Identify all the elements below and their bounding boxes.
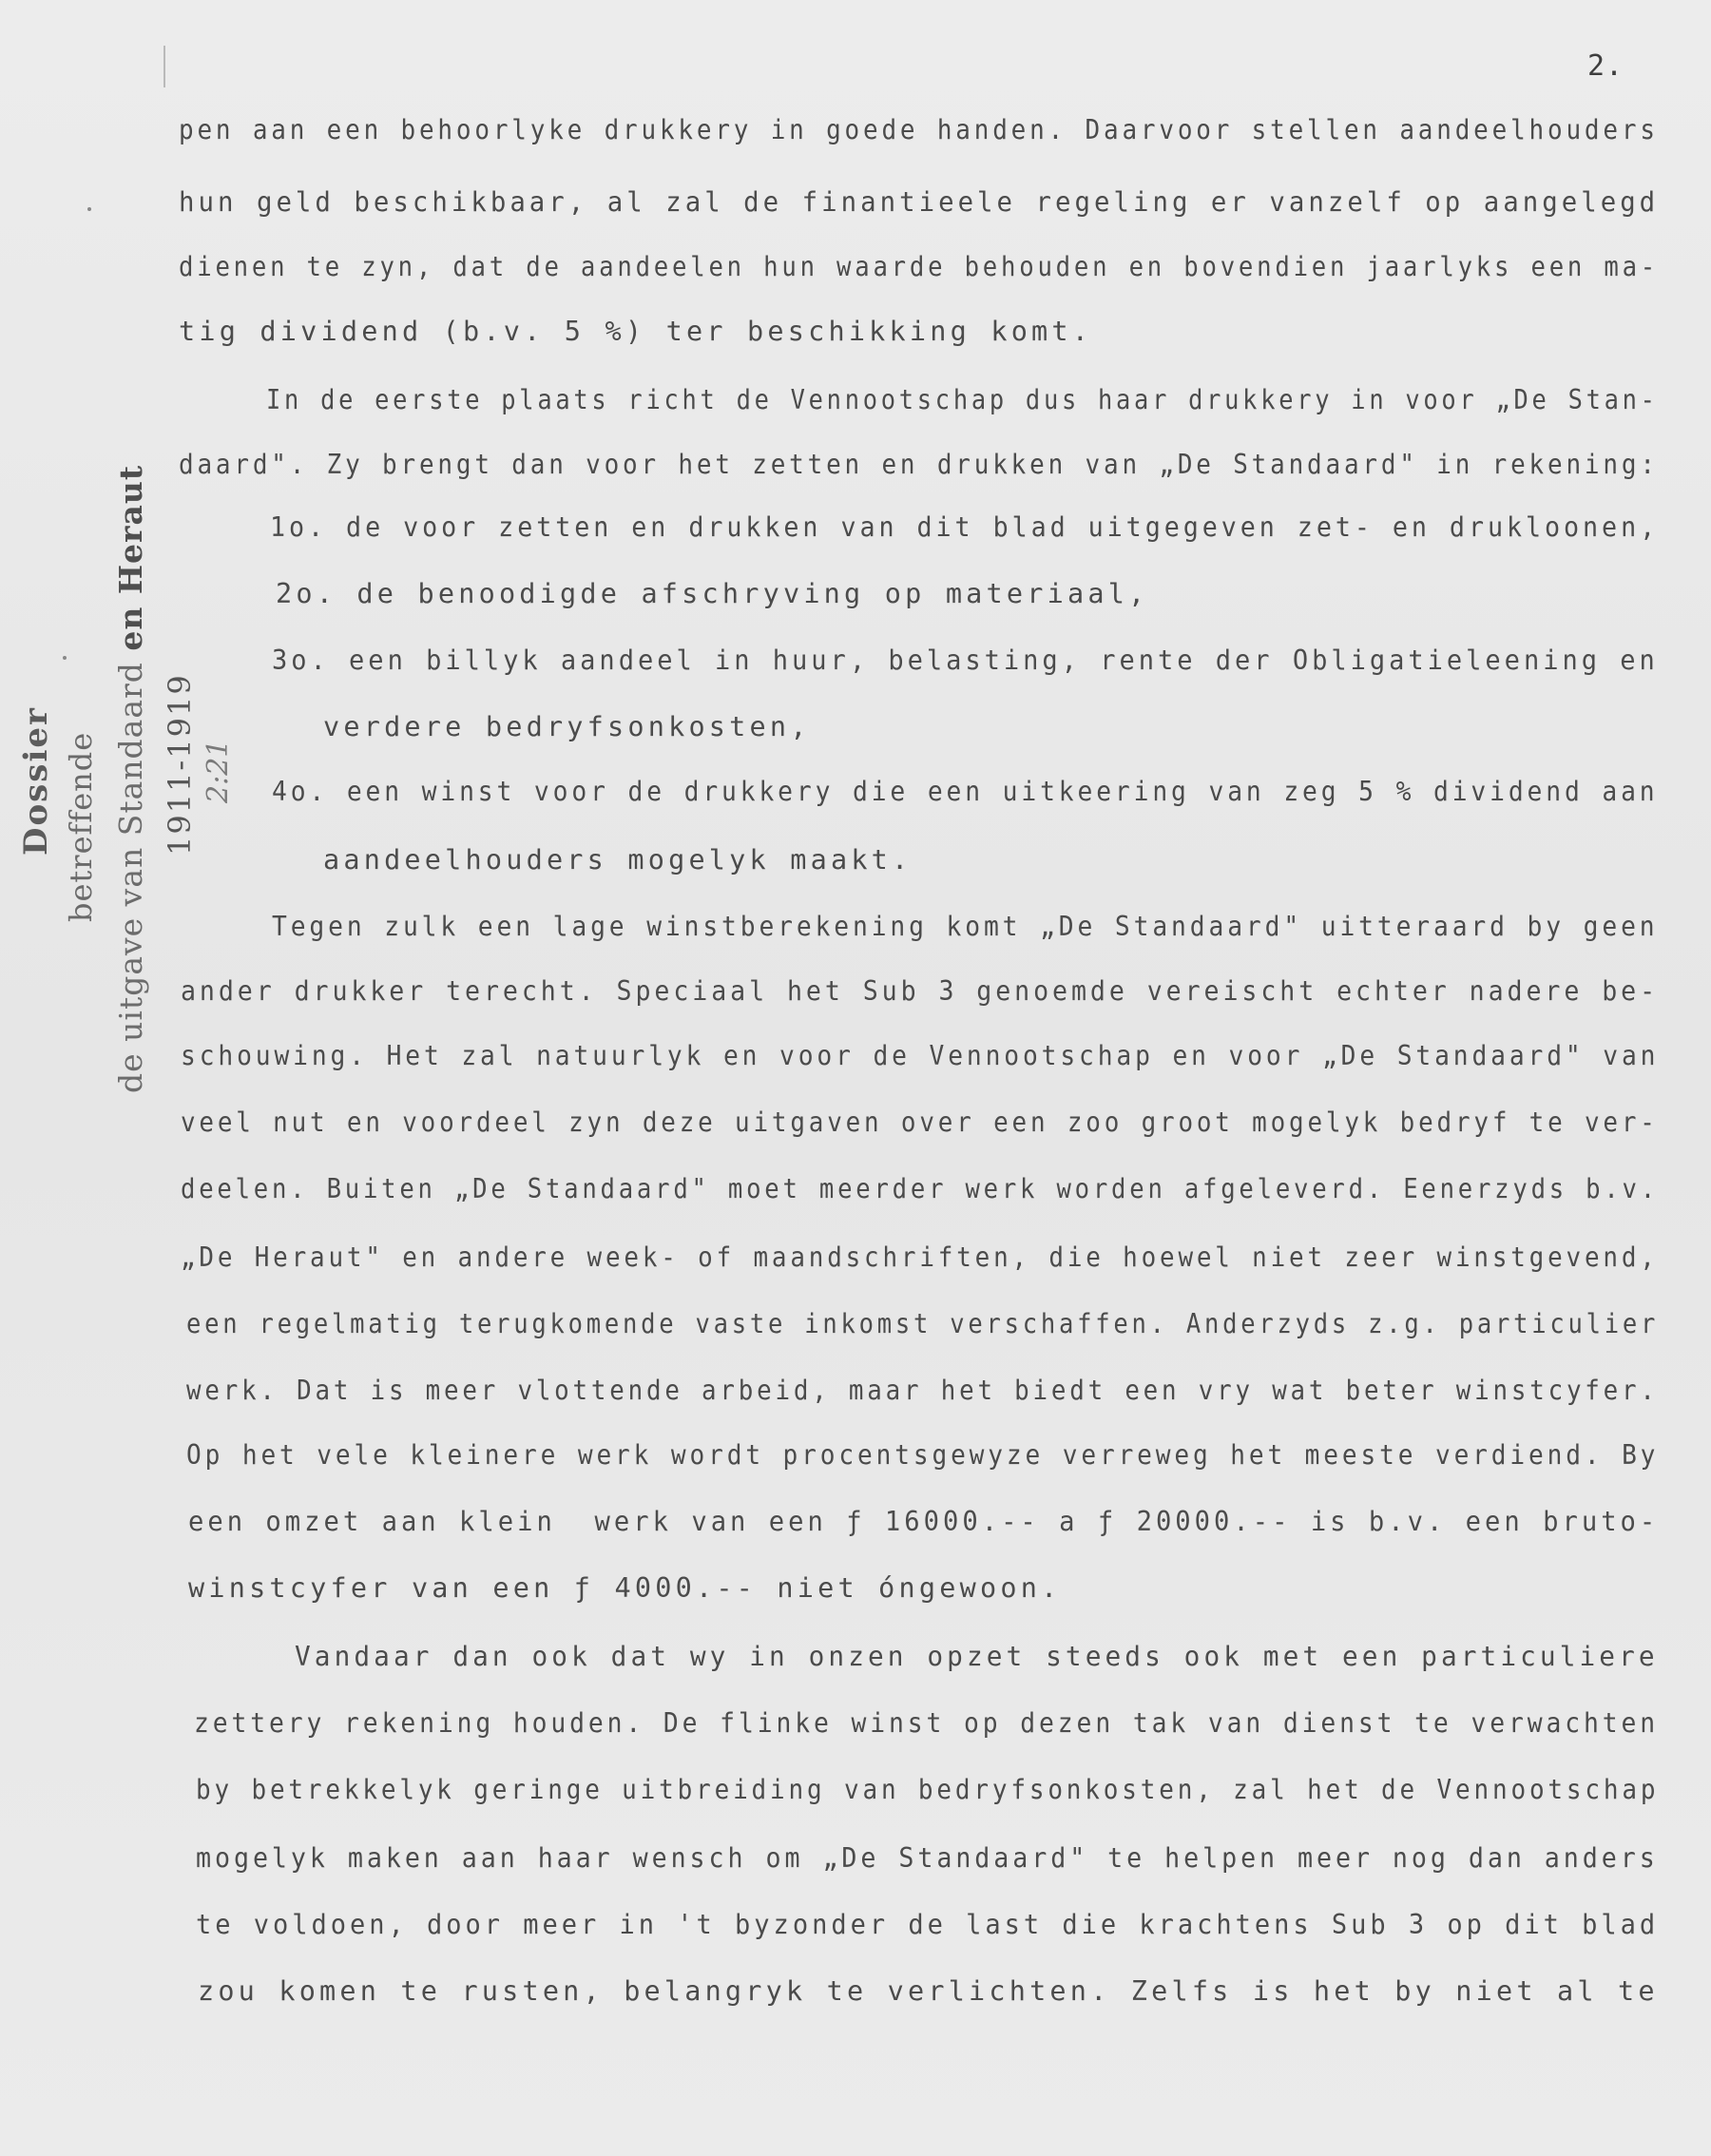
stamp-subject <box>112 465 149 1093</box>
text-line: een regelmatig terugkomende vaste inkomst verschaffen. Anderzyds z.g. particulier <box>186 1308 1660 1339</box>
text-line: mogelyk maken aan haar wensch om „De Standaard" te helpen meer nog dan anders <box>196 1842 1659 1874</box>
text-line: te voldoen, door meer in 't byzonder de last die krachtens Sub 3 op dit blad <box>196 1909 1660 1940</box>
text-line: werk. Dat is meer vlottende arbeid, maar het biedt een vry wat beter winstcyfer. <box>186 1375 1659 1406</box>
margin-mark <box>163 46 165 87</box>
text-line: pen aan een behoorlyke drukkery in goede handen. Daarvoor stellen aandeelhouders <box>179 114 1659 145</box>
stamp-title: Dossier <box>17 706 55 856</box>
text-line: dienen te zyn, dat de aandeelen hun waarde behouden en bovendien jaarlyks een ma- <box>179 251 1660 282</box>
text-line: Vandaar dan ook dat wy in onzen opzet steeds ook met een particuliere <box>295 1641 1659 1672</box>
stamp-subject-suffix: en Heraut <box>112 464 149 651</box>
list-item: 2o. de benoodigde afschryving op materiaal, <box>276 578 1149 609</box>
list-item-continuation: aandeelhouders mogelyk maakt. <box>323 844 913 876</box>
stamp-subtitle: betreffende <box>63 731 99 922</box>
text-line: deelen. Buiten „De Standaard" moet meerder werk worden afgeleverd. Eenerzyds b.v. <box>181 1173 1659 1204</box>
text-line: veel nut en voordeel zyn deze uitgaven over een zoo groot mogelyk bedryf te ver- <box>181 1107 1659 1138</box>
text-line: ander drukker terecht. Speciaal het Sub 3 genoemde vereischt echter nadere be- <box>181 975 1660 1007</box>
text-line: schouwing. Het zal natuurlyk en voor de Vennootschap en voor „De Standaard" van <box>181 1040 1660 1071</box>
stamp-handwritten-note: 2:21 <box>202 739 235 803</box>
text-line: In de eerste plaats richt de Vennootschap dus haar drukkery in voor „De Stan- <box>266 384 1659 415</box>
stamp-years: 1911-1919 <box>162 673 198 856</box>
text-line: „De Heraut" en andere week- of maandschriften, die hoewel niet zeer winstgevend, <box>181 1242 1659 1273</box>
text-line: Tegen zulk een lage winstberekening komt „De Standaard" uitteraard by geen <box>272 911 1659 942</box>
text-line: daard". Zy brengt dan voor het zetten en drukken van „De Standaard" in rekening: <box>179 449 1659 480</box>
list-item: 1o. de voor zetten en drukken van dit blad uitgegeven zet- en drukloonen, <box>270 511 1660 543</box>
margin-dot <box>63 656 67 660</box>
text-line: winstcyfer van een ƒ 4000.-- niet óngewoon. <box>188 1572 1062 1604</box>
text-line: zou komen te rusten, belangryk te verlichten. Zelfs is het by niet al te <box>198 1975 1659 2007</box>
stamp-subject-prefix: de uitgave van Standaard <box>112 650 149 1093</box>
text-line: een omzet aan klein werk van een ƒ 16000.-- a ƒ 20000.-- is b.v. een bruto- <box>188 1506 1660 1537</box>
text-line: zettery rekening houden. De flinke winst op dezen tak van dienst te verwachten <box>194 1707 1660 1739</box>
list-item-continuation: verdere bedryfsonkosten, <box>323 711 811 742</box>
margin-dot <box>87 207 91 211</box>
text-line: by betrekkelyk geringe uitbreiding van bedryfsonkosten, zal het de Vennootschap <box>196 1774 1660 1805</box>
list-item: 4o. een winst voor de drukkery die een uitkeering van zeg 5 % dividend aan <box>272 776 1659 807</box>
text-line: tig dividend (b.v. 5 %) ter beschikking komt. <box>179 316 1093 347</box>
text-line: Op het vele kleinere werk wordt procentsgewyze verreweg het meeste verdiend. By <box>186 1439 1660 1471</box>
text-line: hun geld beschikbaar, al zal de finantieele regeling er vanzelf op aangelegd <box>179 186 1660 218</box>
list-item: 3o. een billyk aandeel in huur, belasting, rente der Obligatieleening en <box>272 645 1659 676</box>
page-number: 2. <box>1587 49 1624 83</box>
